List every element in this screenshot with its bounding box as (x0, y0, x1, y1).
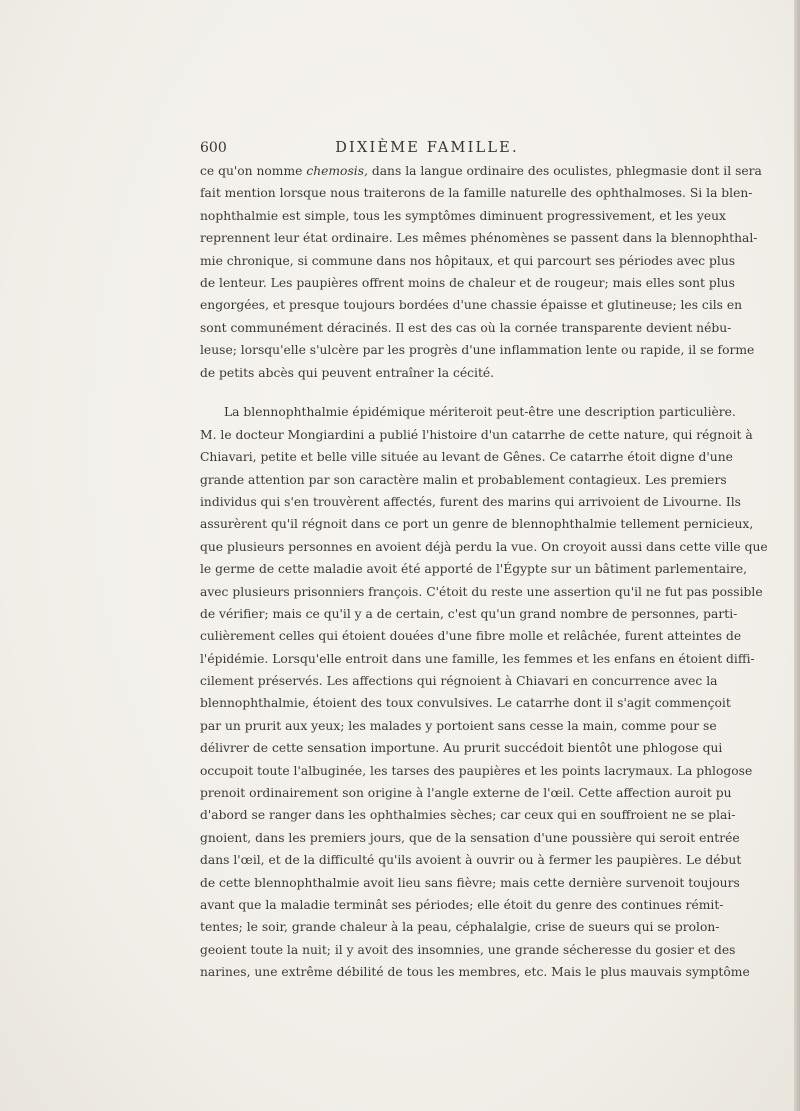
page-header (200, 140, 654, 162)
text-line: par un prurit aux yeux; les malades y portoient sans cesse la main, comme pour se (200, 718, 717, 733)
text-segment: ce qu'on nomme (200, 164, 307, 178)
text-line: que plusieurs personnes en avoient déjà perdu la vue. On croyoit aussi dans cette ville que (200, 539, 768, 554)
text-line: dans l'œil, et de la difficulté qu'ils avoient à ouvrir ou à fermer les paupières. Le début (200, 853, 742, 868)
text-line: délivrer de cette sensation importune. Au prurit succédoit bientôt une phlogose qui (200, 741, 723, 756)
italic-term: chemosis, (306, 164, 368, 178)
text-line: prenoit ordinairement son origine à l'angle externe de l'œil. Cette affection auroit pu (200, 786, 732, 801)
page-number: 600 (200, 140, 227, 156)
text-line (200, 160, 762, 182)
text-line: geoient toute la nuit; il y avoit des insomnies, une grande sécheresse du gosier et des (200, 942, 736, 957)
text-line: nophthalmie est simple, tous les symptômes diminuent progressivement, et les yeux (200, 208, 726, 223)
text-line: l'épidémie. Lorsqu'elle entroit dans une famille, les femmes et les enfans en étoient diffi- (200, 651, 755, 666)
text-line: La blennophthalmie épidémique mériteroit peut-être une description particulière. (224, 405, 736, 420)
text-line: de vérifier; mais ce qu'il y a de certain, c'est qu'un grand nombre de personnes, parti- (200, 606, 738, 621)
paragraph (200, 401, 768, 983)
text-line: grande attention par son caractère malin et probablement contagieux. Les premiers (200, 472, 727, 487)
text-line: gnoient, dans les premiers jours, que de la sensation d'une poussière qui seroit entrée (200, 830, 740, 845)
text-line: Chiavari, petite et belle ville située au levant de Gênes. Ce catarrhe étoit digne d'une (200, 450, 733, 465)
body-text (200, 160, 768, 984)
text-line: avec plusieurs prisonniers françois. C'étoit du reste une assertion qu'il ne fut pas possible (200, 584, 763, 599)
text-line: de petits abcès qui peuvent entraîner la cécité. (200, 365, 495, 380)
text-line: assurèrent qu'il régnoit dans ce port un genre de blennophthalmie tellement pernicieux, (200, 517, 754, 532)
text-line: d'abord se ranger dans les ophthalmies sèches; car ceux qui en souffroient ne se plai- (200, 808, 736, 823)
page-edge (794, 0, 800, 1111)
text-line: sont communément déracinés. Il est des cas où la cornée transparente devient nébu- (200, 320, 732, 335)
running-title: DIXIÈME FAMILLE. (335, 140, 519, 156)
text-line: narines, une extrême débilité de tous les membres, etc. Mais le plus mauvais symptôme (200, 965, 750, 980)
text-line: cilement préservés. Les affections qui régnoient à Chiavari en concurrence avec la (200, 674, 718, 689)
text-line: culièrement celles qui étoient douées d'une fibre molle et relâchée, furent atteintes de (200, 629, 742, 644)
text-line: M. le docteur Mongiardini a publié l'histoire d'un catarrhe de cette nature, qui régnoit à (200, 427, 753, 442)
text-line: engorgées, et presque toujours bordées d'une chassie épaisse et glutineuse; les cils en (200, 298, 743, 313)
text-line: avant que la maladie terminât ses périodes; elle étoit du genre des continues rémit- (200, 898, 724, 912)
text-line: blennophthalmie, étoient des toux convulsives. Le catarrhe dont il s'agit commençoit (200, 696, 731, 711)
text-line: mie chronique, si commune dans nos hôpitaux, et qui parcourt ses périodes avec plus (200, 253, 736, 268)
text-line: tentes; le soir, grande chaleur à la peau, céphalalgie, crise de sueurs qui se prolon- (200, 920, 720, 935)
text-line: occupoit toute l'albuginée, les tarses des paupières et les points lacrymaux. La phlogose (200, 763, 753, 778)
text-line: individus qui s'en trouvèrent affectés, furent des marins qui arrivoient de Livourne. Ils (200, 494, 741, 509)
text-line: leuse; lorsqu'elle s'ulcère par les progrès d'une inflammation lente ou rapide, il se forme (200, 343, 755, 358)
text-line: de lenteur. Les paupières offrent moins de chaleur et de rougeur; mais elles sont plus (200, 275, 735, 290)
text-line: reprennent leur état ordinaire. Les mêmes phénomènes se passent dans la blennophthal- (200, 231, 758, 246)
text-line: de cette blennophthalmie avoit lieu sans fièvre; mais cette dernière survenoit toujours (200, 875, 740, 890)
text-line: fait mention lorsque nous traiterons de la famille naturelle des ophthalmoses. Si la blen- (200, 186, 753, 201)
paragraph (200, 160, 762, 384)
text-line: le germe de cette maladie avoit été apporté de l'Égypte sur un bâtiment parlementaire, (200, 562, 748, 577)
text-segment: dans la langue ordinaire des oculistes, phlegmasie dont il sera (367, 164, 762, 178)
